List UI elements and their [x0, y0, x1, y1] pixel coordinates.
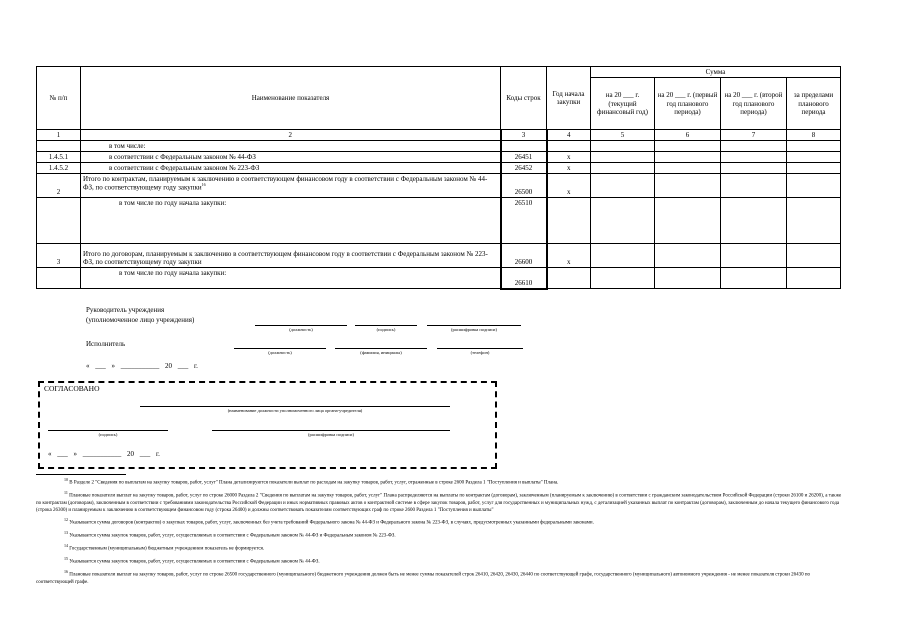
footnote-13: [36, 530, 842, 540]
table-row: [37, 244, 841, 268]
caption-position: (должность): [289, 327, 313, 332]
footnote-text: Указывается сумма закупок товаров, работ, услуг, осуществляемых в соответствии с Федеральным законом № 44-ФЗ.: [69, 559, 320, 565]
amount-cell[interactable]: [655, 244, 721, 268]
amount-cell[interactable]: [787, 174, 841, 198]
row-year: [547, 268, 591, 289]
approval-decode-line[interactable]: [212, 427, 450, 431]
row-code: 26610: [501, 268, 547, 289]
head-decode-line[interactable]: [427, 322, 521, 326]
row-num: 2: [37, 174, 81, 198]
column-number: 1: [37, 130, 81, 141]
row-year: х: [547, 174, 591, 198]
column-number: 3: [501, 130, 547, 141]
amount-cell[interactable]: [721, 163, 787, 174]
amount-cell[interactable]: [787, 152, 841, 163]
amount-cell[interactable]: [591, 163, 655, 174]
amount-cell[interactable]: [787, 268, 841, 289]
header-col6: на 20 ___ г. (первый год планового периода): [655, 78, 721, 130]
footnote-text: Плановые показатели выплат на закупку товаров, работ, услуг по строке 26500 государственного (муниципального) бюджетного учреждения должен быть не менее суммы показателей строк 26410, 26420, 26430, 26440 по соответствующей графе, государственного (муниципального) автономного учреждения - не менее показателя строки 26430 по соответствующей графе.: [36, 572, 811, 585]
row-name-text: Итого по контрактам, планируемым к заключению в соответствующем финансовом году в соответствии с Федеральным законом № 44-ФЗ, по соответствующему году закупки: [83, 175, 488, 192]
column-number: 5: [591, 130, 655, 141]
amount-cell[interactable]: [721, 244, 787, 268]
row-name: в том числе по году начала закупки:: [81, 198, 501, 244]
table-row: [37, 152, 841, 163]
header-year: Год начала закупки: [547, 67, 591, 130]
head-label: Руководитель учреждения: [86, 306, 165, 314]
row-year: х: [547, 152, 591, 163]
footnote-10: [36, 477, 842, 487]
head-position-line[interactable]: [255, 322, 347, 326]
approval-title: СОГЛАСОВАНО: [44, 384, 100, 393]
row-name: [81, 174, 501, 198]
row-name: в соответствии с Федеральным законом № 44-ФЗ: [81, 152, 501, 163]
executor-position-line[interactable]: [234, 345, 326, 349]
column-numbers-row: [37, 130, 841, 141]
header-col7: на 20 ___ г. (второй год планового периода): [721, 78, 787, 130]
row-code: [501, 141, 547, 152]
amount-cell[interactable]: [655, 152, 721, 163]
footnote-number: 12: [64, 517, 68, 523]
amount-cell[interactable]: [787, 244, 841, 268]
row-name: в том числе:: [81, 141, 501, 152]
table-row: [37, 141, 841, 152]
footnote-number: 13: [64, 530, 68, 536]
footnote-number: 11: [64, 489, 68, 495]
footnote-number: 10: [64, 477, 68, 482]
footnote-number: 14: [64, 543, 68, 549]
executor-label: Исполнитель: [86, 340, 126, 348]
footnote-text: Плановые показатели выплат на закупку товаров, работ, услуг по строке 26000 Раздела 2 "Сведения по выплатам на закупку товаров, работ, услуг" Плана распределяются на выплаты по контрактам (договорам), заключенным (планируемым к заключению) в соответствии с гражданским законодательством Российской Федерации (строки 26100 и 26200), а также по контрактам (договорам), заключенным в соответствии с требованиями законодательства Российской Федерации и иных нормативных правовых актов о контрактной системе в сфере закупок товаров, работ, услуг для государственных и муниципальных нужд, с детализацией указанных выплат по контрактам (договорам), заключенным до начала текущего финансового года (строка 26300) и планируемым к заключению в соответствующем финансовом году (строка 26400) и должны соответствовать показателям соответствующих граф по строке 2600 Раздела 1 "Поступления и выплаты": [36, 493, 842, 514]
row-name: в соответствии с Федеральным законом № 223-ФЗ: [81, 163, 501, 174]
amount-cell[interactable]: [591, 141, 655, 152]
footnote-text: Указывается сумма закупок товаров, работ, услуг, осуществляемых в соответствии с Федеральным законом № 44-ФЗ и Федеральным законом № 223-ФЗ.: [69, 533, 396, 539]
row-code: 26451: [501, 152, 547, 163]
footnote-11: [36, 490, 842, 514]
amount-cell[interactable]: [721, 174, 787, 198]
row-num: [37, 268, 81, 289]
row-year: [547, 198, 591, 244]
amount-cell[interactable]: [721, 141, 787, 152]
caption-phone: (телефон): [470, 350, 490, 355]
column-number: 6: [655, 130, 721, 141]
amount-cell[interactable]: [655, 268, 721, 289]
column-number: 2: [81, 130, 501, 141]
footnote-ref: 16: [201, 182, 206, 188]
executor-fio-line[interactable]: [335, 345, 427, 349]
caption-decode: (расшифровка подписи): [451, 327, 497, 332]
row-num: [37, 198, 81, 244]
amount-cell[interactable]: [655, 174, 721, 198]
header-code: Коды строк: [501, 67, 547, 130]
footnote-16: [36, 569, 842, 586]
caption-approval-decode: (расшифровка подписи): [308, 432, 354, 437]
header-col5: на 20 ___ г. (текущий финансовый год): [591, 78, 655, 130]
row-code: 26510: [501, 198, 547, 244]
table-row: [37, 174, 841, 198]
row-code: 26452: [501, 163, 547, 174]
row-num: 1.4.5.2: [37, 163, 81, 174]
amount-cell[interactable]: [787, 198, 841, 244]
caption-approval-org: (наименование должности уполномоченного лица органа-учредителя): [227, 408, 363, 413]
amount-cell[interactable]: [591, 244, 655, 268]
amount-cell[interactable]: [655, 198, 721, 244]
row-num: 3: [37, 244, 81, 268]
head-signature-line[interactable]: [355, 322, 417, 326]
approval-date: « ___ » ___________ 20 ___ г.: [48, 450, 160, 458]
amount-cell[interactable]: [591, 174, 655, 198]
table-row: [37, 198, 841, 244]
row-code: 26600: [501, 244, 547, 268]
caption-signature: (подпись): [376, 327, 396, 332]
row-num: 1.4.5.1: [37, 152, 81, 163]
amount-cell[interactable]: [721, 268, 787, 289]
caption-position: (должность): [268, 350, 292, 355]
header-name: Наименование показателя: [81, 67, 501, 130]
footnote-text: Указывается сумма договоров (контрактов) о закупках товаров, работ, услуг, заключенных без учета требований Федерального закона № 44-ФЗ и Федерального закона № 223-ФЗ, в случаях, предусмотренных указанными федеральными законами.: [69, 520, 594, 526]
head-sublabel: (уполномоченное лицо учреждения): [86, 316, 195, 324]
executor-phone-line[interactable]: [437, 345, 523, 349]
amount-cell[interactable]: [721, 198, 787, 244]
column-number: 4: [547, 130, 591, 141]
row-code: 26500: [501, 174, 547, 198]
column-number: 7: [721, 130, 787, 141]
header-num: № п/п: [37, 67, 81, 130]
caption-approval-signature: (подпись): [98, 432, 118, 437]
row-name: в том числе по году начала закупки:: [81, 268, 501, 289]
footnote-12: [36, 517, 842, 527]
amount-cell[interactable]: [591, 268, 655, 289]
footnote-text: В Разделе 2 "Сведения по выплатам на закупку товаров, работ, услуг" Плана детализируются показатели выплат по расходам на закупку товаров, работ, услуг, отраженные в строке 2600 Раздела 1 "Поступления и выплаты" Плана.: [69, 480, 559, 486]
approval-signature-line[interactable]: [48, 427, 168, 431]
table-row: [37, 268, 841, 289]
amount-cell[interactable]: [591, 198, 655, 244]
row-year: х: [547, 163, 591, 174]
amount-cell[interactable]: [721, 152, 787, 163]
row-name: Итого по договорам, планируемым к заключению в соответствующем финансовом году в соответствии с Федеральным законом № 223-ФЗ, по соответствующему году закупки: [81, 244, 501, 268]
footnote-number: 16: [64, 568, 68, 574]
amount-cell[interactable]: [655, 141, 721, 152]
row-year: х: [547, 244, 591, 268]
approval-org-line[interactable]: [140, 403, 450, 407]
header-sum: Сумма: [591, 67, 841, 78]
purchase-table: [36, 66, 841, 290]
column-number: 8: [787, 130, 841, 141]
table-row: [37, 163, 841, 174]
footnotes: [36, 477, 842, 586]
header-col8: за пределами планового периода: [787, 78, 841, 130]
amount-cell[interactable]: [655, 163, 721, 174]
row-year: [547, 141, 591, 152]
row-num: [37, 141, 81, 152]
caption-fio: (фамилия, инициалы): [360, 350, 402, 355]
footnote-14: [36, 543, 842, 553]
footnote-text: Государственным (муниципальным) бюджетным учреждением показатель не формируется.: [69, 546, 265, 552]
amount-cell[interactable]: [787, 141, 841, 152]
amount-cell[interactable]: [787, 163, 841, 174]
footnote-15: [36, 556, 842, 566]
amount-cell[interactable]: [591, 152, 655, 163]
footnote-separator: [36, 474, 126, 475]
footnote-number: 15: [64, 556, 68, 562]
date-line: « ___ » ___________ 20 ___ г.: [86, 362, 198, 370]
